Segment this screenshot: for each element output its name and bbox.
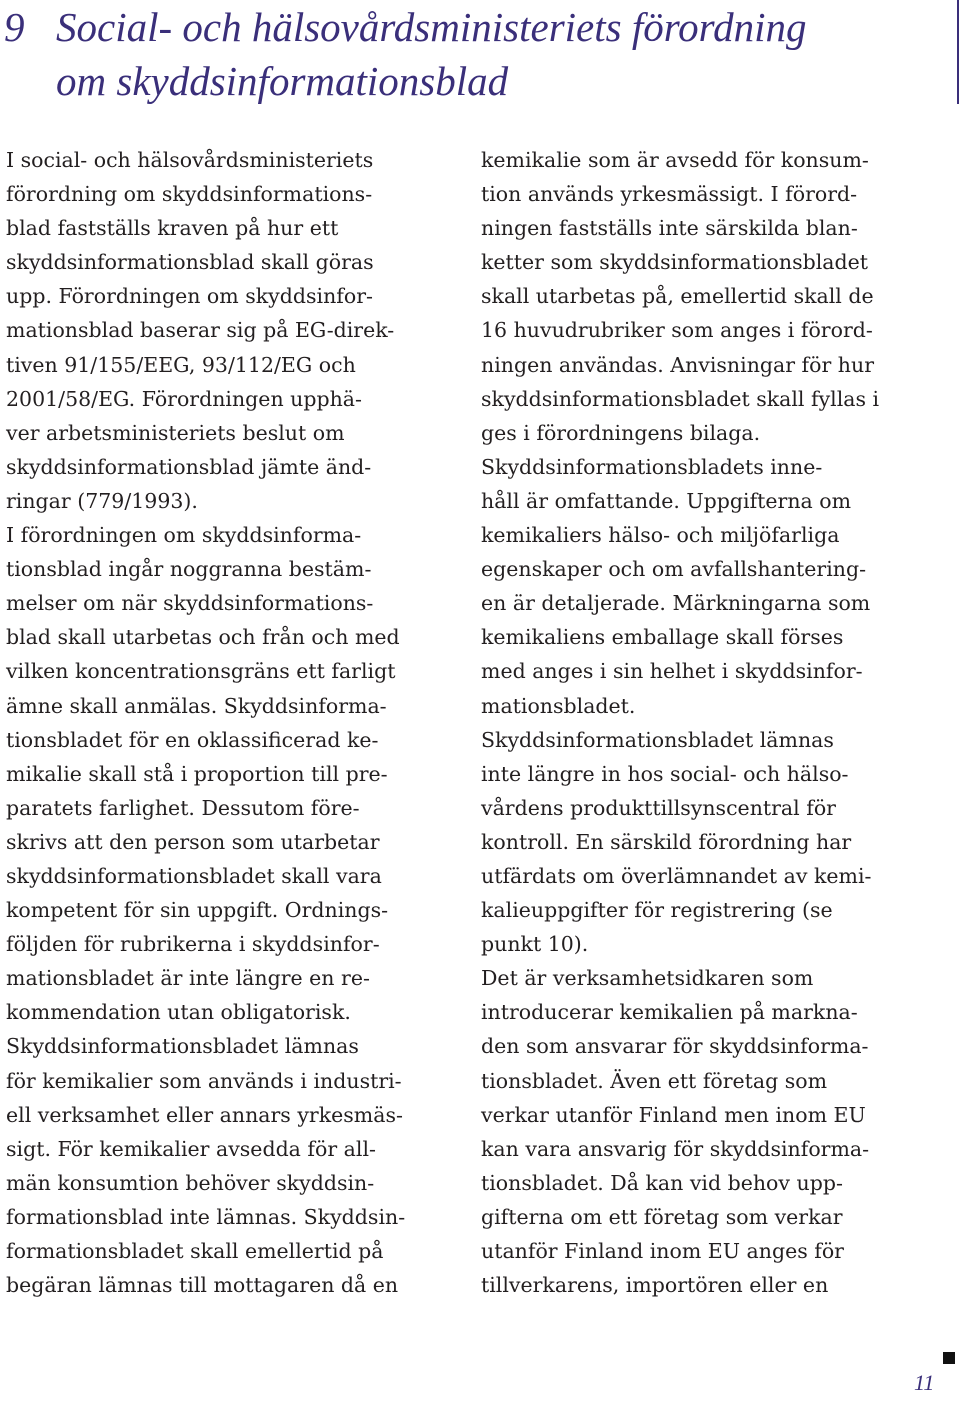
text-line: 2001/58/EG. Förordningen upphä- xyxy=(6,386,362,411)
text-line: mationsbladet. xyxy=(481,693,636,718)
text-line: upp. Förordningen om skyddsinfor- xyxy=(6,284,373,309)
text-line: 16 huvudrubriker som anges i förord- xyxy=(481,318,873,343)
text-line: tionsbladet för en oklassificerad ke- xyxy=(6,727,379,752)
text-line: kemikaliers hälso- och miljöfarliga xyxy=(481,523,840,548)
text-line: kan vara ansvarig för skyddsinforma- xyxy=(481,1136,870,1161)
text-line: egenskaper och om avfallshantering- xyxy=(481,557,867,582)
text-line: med anges i sin helhet i skyddsinfor- xyxy=(481,659,863,684)
text-line: utanför Finland inom EU anges för xyxy=(481,1239,844,1263)
text-line: skyddsinformationsblad skall göras xyxy=(6,250,374,275)
text-line: ningen användas. Anvisningar för hur xyxy=(481,352,875,377)
text-line: kemikalie som är avsedd för konsum- xyxy=(481,148,869,172)
text-line: en är detaljerade. Märkningarna som xyxy=(481,591,871,616)
text-line: ringar (779/1993). xyxy=(6,488,198,513)
text-line: ver arbetsministeriets beslut om xyxy=(6,420,345,445)
end-square-mark xyxy=(943,1352,955,1364)
right-text-column xyxy=(481,143,951,1302)
text-line: tillverkarens, importören eller en xyxy=(481,1273,829,1298)
text-line: skall utarbetas på, emellertid skall de xyxy=(481,284,874,309)
page-number: 11 xyxy=(914,1370,935,1395)
text-line: blad skall utarbetas och från och med xyxy=(6,625,400,650)
text-line: I förordningen om skyddsinforma- xyxy=(6,523,362,548)
text-line: blad fastställs kraven på hur ett xyxy=(6,216,339,241)
text-line: tionsbladet. Även ett företag som xyxy=(481,1068,828,1093)
text-line: paratets farlighet. Dessutom före- xyxy=(6,795,360,820)
text-line: skyddsinformationsblad jämte änd- xyxy=(6,454,372,479)
text-line: kommendation utan obligatorisk. xyxy=(6,1000,351,1025)
text-line: vilken koncentrationsgräns ett farligt xyxy=(6,659,396,684)
text-line: vårdens produkttillsynscentral för xyxy=(481,795,836,820)
text-line: Skyddsinformationsbladet lämnas xyxy=(481,727,834,752)
text-line: begäran lämnas till mottagaren då en xyxy=(6,1273,399,1298)
text-line: den som ansvarar för skyddsinforma- xyxy=(481,1034,869,1059)
margin-rule xyxy=(957,0,959,104)
text-line: I social- och hälsovårdsministeriets xyxy=(6,148,374,172)
text-line: melser om när skyddsinformations- xyxy=(6,591,374,616)
text-line: mationsbladet är inte längre en re- xyxy=(6,966,370,991)
chapter-heading xyxy=(4,0,904,108)
text-line: skyddsinformationsbladet skall fyllas i xyxy=(481,386,880,411)
text-line: tion används yrkesmässigt. I förord- xyxy=(481,182,858,207)
chapter-title-line-1: Social- och hälsovårdsministeriets förordning xyxy=(56,4,807,50)
text-line: Skyddsinformationsbladet lämnas xyxy=(6,1034,359,1059)
text-line: kontroll. En särskild förordning har xyxy=(481,829,852,854)
text-line: förordning om skyddsinformations- xyxy=(6,182,373,207)
text-line: mationsblad baserar sig på EG-direk- xyxy=(6,318,395,343)
text-line: introducerar kemikalien på markna- xyxy=(481,1000,858,1025)
chapter-title-line-2: om skyddsinformationsblad xyxy=(56,58,509,104)
text-line: kompetent för sin uppgift. Ordnings- xyxy=(6,898,389,923)
text-line: tiven 91/155/EEG, 93/112/EG och xyxy=(6,352,356,377)
text-line: verkar utanför Finland men inom EU xyxy=(481,1102,866,1127)
left-text-column xyxy=(6,143,456,1302)
text-line: ges i förordningens bilaga. xyxy=(481,420,761,445)
text-line: män konsumtion behöver skyddsin- xyxy=(6,1170,375,1195)
text-line: tionsblad ingår noggranna bestäm- xyxy=(6,557,372,582)
text-line: följden för rubrikerna i skyddsinfor- xyxy=(6,932,380,957)
text-line: formationsblad inte lämnas. Skyddsin- xyxy=(6,1204,406,1229)
text-line: gifterna om ett företag som verkar xyxy=(481,1204,843,1229)
text-line: sigt. För kemikalier avsedda för all- xyxy=(6,1136,376,1161)
text-line: inte längre in hos social- och hälso- xyxy=(481,761,849,786)
text-line: Det är verksamhetsidkaren som xyxy=(481,966,814,991)
text-line: ell verksamhet eller annars yrkesmäs- xyxy=(6,1102,403,1127)
text-line: punkt 10). xyxy=(481,932,589,957)
chapter-number: 9 xyxy=(4,4,25,50)
text-line: kalieuppgifter för registrering (se xyxy=(481,898,833,923)
text-line: för kemikalier som används i industri- xyxy=(6,1068,402,1093)
text-line: utfärdats om överlämnandet av kemi- xyxy=(481,863,872,888)
text-line: skyddsinformationsbladet skall vara xyxy=(6,863,382,888)
text-line: ketter som skyddsinformationsbladet xyxy=(481,250,868,275)
text-line: skrivs att den person som utarbetar xyxy=(6,829,380,854)
text-line: kemikaliens emballage skall förses xyxy=(481,625,844,650)
text-line: håll är omfattande. Uppgifterna om xyxy=(481,488,852,513)
text-line: ningen fastställs inte särskilda blan- xyxy=(481,216,858,241)
text-line: ämne skall anmälas. Skyddsinforma- xyxy=(6,693,387,718)
text-line: tionsbladet. Då kan vid behov upp- xyxy=(481,1170,843,1195)
text-line: formationsbladet skall emellertid på xyxy=(6,1239,384,1263)
text-line: mikalie skall stå i proportion till pre- xyxy=(6,761,388,786)
text-line: Skyddsinformationsbladets inne- xyxy=(481,454,823,479)
